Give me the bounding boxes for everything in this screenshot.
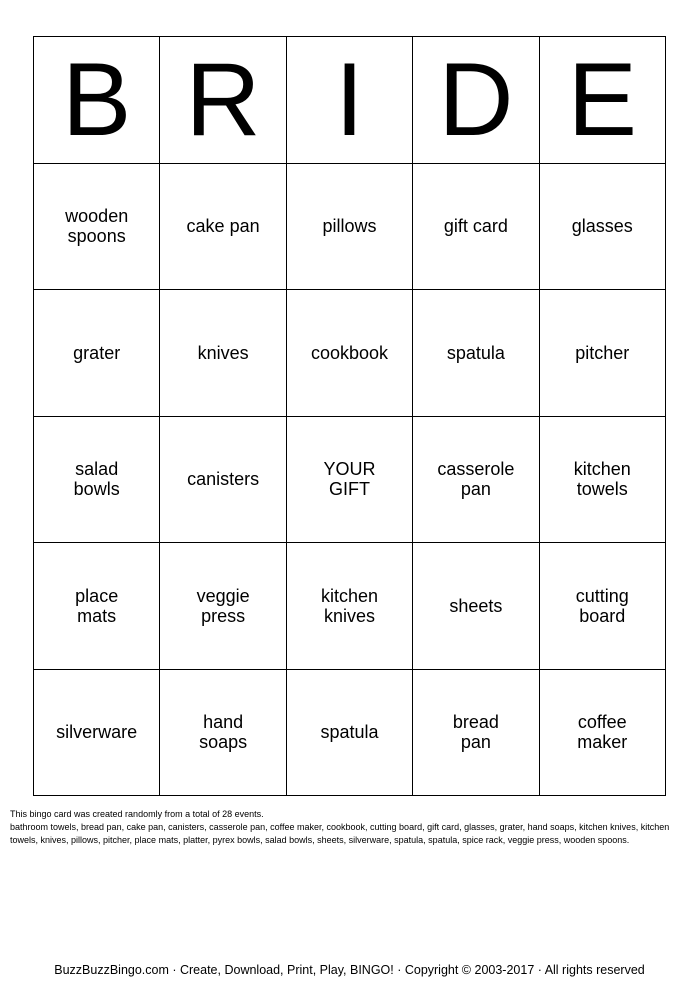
cell-label: kitchen towels	[573, 459, 631, 500]
bingo-cell	[160, 416, 286, 543]
cell-label: hand soaps	[199, 712, 248, 753]
cell-label: spatula	[320, 722, 379, 743]
cell-label: grater	[73, 342, 121, 363]
cell-label: salad bowls	[73, 459, 120, 500]
cell-label: place mats	[75, 585, 119, 626]
cell-label: kitchen knives	[320, 585, 378, 626]
cell-label: glasses	[571, 216, 633, 237]
cell-label: pitcher	[575, 342, 630, 363]
cell-label: wooden spoons	[65, 206, 129, 247]
cell-label: canisters	[187, 469, 260, 490]
bingo-cell	[160, 290, 286, 417]
bingo-cell	[34, 416, 160, 543]
bingo-cell	[160, 669, 286, 796]
page-footer: BuzzBuzzBingo.com · Create, Download, Print, Play, BINGO! · Copyright © 2003-2017 · All rights reserved	[54, 963, 645, 977]
card-row-5	[34, 669, 666, 796]
note-event-list: bathroom towels, bread pan, cake pan, canisters, casserole pan, coffee maker, cookbook, cutting board, gift card, glasses, grater, hand soaps, kitchen knives, kitchen towels, knives, pillows, pitcher, place mats, platter, pyrex bowls, salad bowls, sheets, silverware, spatula, spatula, spice rack, veggie press, wooden spoons.	[10, 822, 670, 845]
header-row	[34, 37, 666, 164]
free-space-cell	[286, 416, 412, 543]
header-letter-r: R	[160, 37, 286, 164]
cell-label: casserole pan	[437, 459, 515, 500]
cell-label: veggie press	[196, 585, 250, 626]
bingo-cell	[413, 290, 539, 417]
bingo-cell	[160, 163, 286, 290]
cell-label: cookbook	[310, 342, 388, 363]
cell-label: spatula	[446, 342, 505, 363]
bingo-cell	[539, 416, 665, 543]
bingo-cell	[286, 543, 412, 670]
bingo-cell	[539, 669, 665, 796]
card-generation-note	[10, 808, 690, 847]
note-summary: This bingo card was created randomly from a total of 28 events.	[10, 809, 264, 819]
card-row-3	[34, 416, 666, 543]
bingo-cell	[539, 290, 665, 417]
bingo-cell	[34, 290, 160, 417]
bingo-cell	[413, 416, 539, 543]
bingo-cell	[286, 669, 412, 796]
cell-label: silverware	[56, 722, 138, 743]
header-letter-e: E	[539, 37, 665, 164]
header-letter-d: D	[413, 37, 539, 164]
cell-label: knives	[197, 342, 249, 363]
bingo-cell	[160, 543, 286, 670]
cell-label: cake pan	[186, 216, 260, 237]
bingo-cell	[413, 543, 539, 670]
header-letter-i: I	[286, 37, 412, 164]
card-row-4	[34, 543, 666, 670]
cell-label: bread pan	[452, 712, 499, 753]
cell-label: gift card	[443, 216, 508, 237]
bingo-cell	[413, 669, 539, 796]
bingo-cell	[286, 290, 412, 417]
bingo-cell	[413, 163, 539, 290]
bingo-cell	[34, 163, 160, 290]
bingo-card	[33, 36, 666, 796]
bingo-cell	[539, 163, 665, 290]
bingo-cell	[34, 543, 160, 670]
cell-label: cutting board	[575, 585, 629, 626]
cell-label: coffee maker	[577, 712, 628, 753]
card-row-2	[34, 290, 666, 417]
bingo-cell	[286, 163, 412, 290]
card-row-1	[34, 163, 666, 290]
bingo-cell	[34, 669, 160, 796]
cell-label: YOUR GIFT	[323, 459, 376, 500]
header-letter-b: B	[34, 37, 160, 164]
bingo-cell	[539, 543, 665, 670]
cell-label: pillows	[322, 216, 377, 237]
cell-label: sheets	[449, 595, 503, 616]
